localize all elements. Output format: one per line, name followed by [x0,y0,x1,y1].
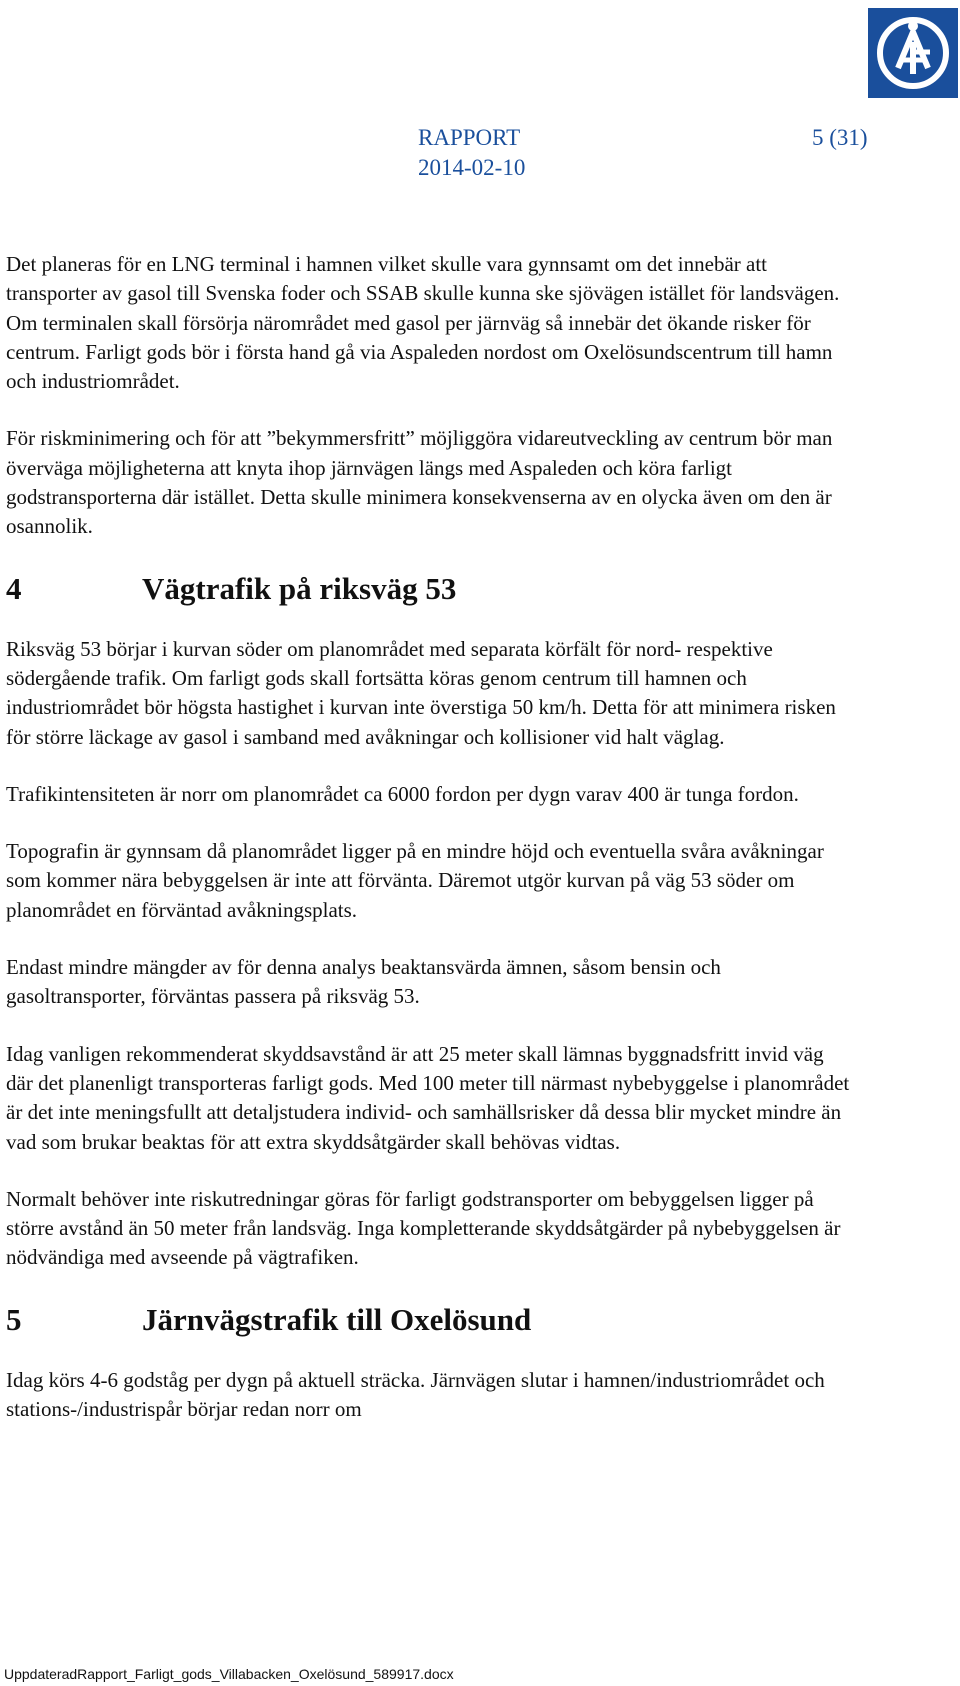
section-4-heading [6,570,852,608]
section-5-title: Järnvägstrafik till Oxelösund [142,1301,532,1337]
section-4-paragraph-2: Trafikintensiteten är norr om planområdet ca 6000 fordon per dygn varav 400 är tunga fordon. [6,781,799,806]
af-logo-mark [868,8,958,98]
section-5-paragraph-1: Idag körs 4-6 godståg per dygn på aktuell sträcka. Järnvägen slutar i hamnen/industriområdet och stations-/industrispår börjar redan norr om [6,1367,825,1422]
document-body [6,250,852,1424]
document-type: RAPPORT [418,125,521,150]
section-4-title: Vägtrafik på riksväg 53 [142,570,457,606]
section-4-paragraph-6: Normalt behöver inte riskutredningar göras för farligt godstransporter om bebyggelsen ligger på större avstånd än 50 meter från landsväg. Inga kompletterande skyddsåtgärder på nybebyggelsen är nödvändiga med avseende på vägtrafiken. [6,1186,841,1270]
af-logo [868,8,958,98]
section-5-number: 5 [6,1301,22,1337]
section-4-paragraph-3: Topografin är gynnsam då planområdet ligger på en mindre höjd och eventuella svåra avåkningar som kommer nära bebyggelsen är inte att förvänta. Däremot utgör kurvan på väg 53 söder om planområdet en förväntad avåkningsplats. [6,839,824,922]
section-4-number: 4 [6,570,22,606]
section-4-paragraph-4: Endast mindre mängder av för denna analys beaktansvärda ämnen, såsom bensin och gasoltransporter, förväntas passera på riksväg 53. [6,955,721,1009]
page-number: 5 (31) [812,125,868,150]
intro-paragraph-2: För riskminimering och för att ”bekymmersfritt” möjliggöra vidareutveckling av centrum bör man överväga möjligheterna att knyta ihop järnvägen längs med Aspaleden och köra farligt godstransporterna där istället. Detta skulle minimera konsekvenserna av en olycka även om den är osannolik. [6,426,833,539]
intro-paragraph-1: Det planeras för en LNG terminal i hamnen vilket skulle vara gynnsamt om det innebär att transporter av gasol till Svenska foder och SSAB skulle kunna ske sjövägen istället för landsvägen. Om terminalen skall försörja närområdet med gasol per järnväg så innebär det ökande risker för centrum. Farligt gods bör i första hand gå via Aspaleden nordost om Oxelösundscentrum till hamn och industriområdet. [6,252,840,394]
document-date: 2014-02-10 [418,155,526,180]
section-4-paragraph-1: Riksväg 53 börjar i kurvan söder om planområdet med separata körfält för nord- respektive södergående trafik. Om farligt gods skall fortsätta köras genom centrum till hamnen och industriområdet bör högsta hastighet i kurvan inte överstiga 50 km/h. Detta för att minimera risken för större läckage av gasol i samband med avåkningar och kollisioner vid halt väglag. [6,636,836,749]
section-5-heading [6,1301,852,1339]
section-4-paragraph-5: Idag vanligen rekommenderat skyddsavstånd är att 25 meter skall lämnas byggnadsfritt invid väg där det planenligt transporteras farligt gods. Med 100 meter till närmast nybebyggelse i planområdet är det inte meningsfullt att detaljstudera individ- och samhällsrisker då dessa blir mycket mindre än vad som brukar beaktas för att extra skyddsåtgärder skall behövas vidtas. [6,1041,850,1154]
footer-filename: UppdateradRapport_Farligt_gods_Villabacken_Oxelösund_589917.docx [4,1666,454,1682]
